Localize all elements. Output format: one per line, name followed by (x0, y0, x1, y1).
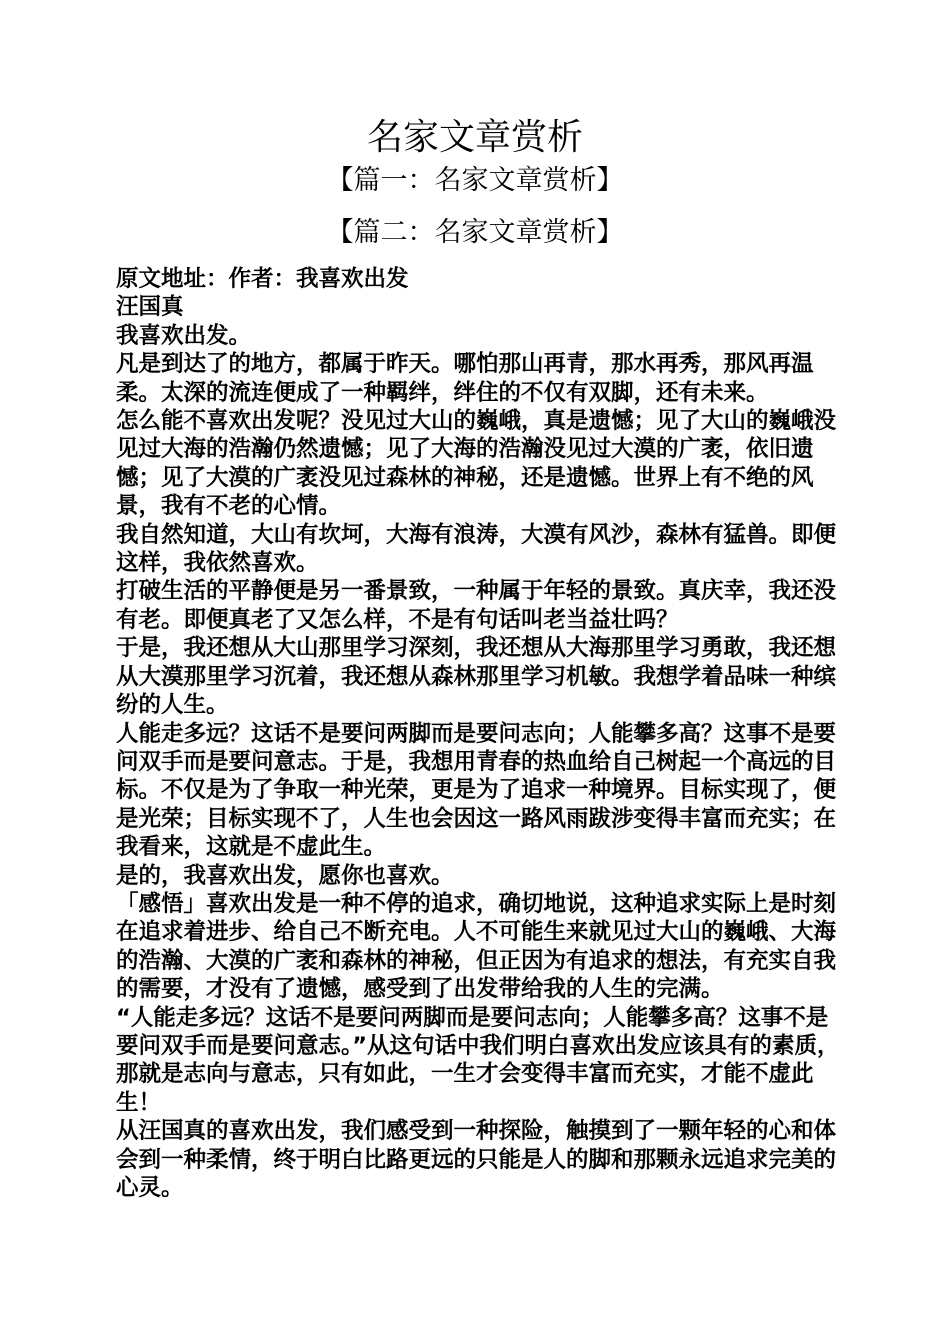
article-paragraph: 人能走多远？这话不是要问两脚而是要问志向；人能攀多高？这事不是要问双手而是要问意志。于是，我想用青春的热血给自己树起一个高远的目标。不仅是为了争取一种光荣，更是为了追求一种境界。目标实现了，便是光荣；目标实现不了，人生也会因这一路风雨跋涉变得丰富而充实；在我看来，这就是不虚此生。 (116, 720, 837, 861)
commentary-paragraph: 从汪国真的喜欢出发，我们感受到一种探险，触摸到了一颗年轻的心和体会到一种柔情，终于明白比路更远的只能是人的脚和那颗永远追求完美的心灵。 (116, 1118, 837, 1201)
article-paragraph: 我喜欢出发。 (116, 322, 252, 349)
article-paragraph: 于是，我还想从大山那里学习深刻，我还想从大海那里学习勇敢，我还想从大漠那里学习沉着，我还想从森林那里学习机敏。我想学着品味一种缤纷的人生。 (116, 635, 837, 719)
article-paragraph: 怎么能不喜欢出发呢？没见过大山的巍峨，真是遗憾；见了大山的巍峨没见过大海的浩瀚仍然遗憾；见了大海的浩瀚没见过大漠的广袤，依旧遗憾；见了大漠的广袤没见过森林的神秘，还是遗憾。世界上有不绝的风景，我有不老的心情。 (116, 408, 837, 520)
article-paragraph: 凡是到达了的地方，都属于昨天。哪怕那山再青，那水再秀，那风再温柔。太深的流连便成了一种羁绊，绊住的不仅有双脚，还有未来。 (116, 351, 814, 406)
article-paragraph: 是的，我喜欢出发，愿你也喜欢。 (116, 862, 454, 889)
commentary-paragraph: “人能走多远？这话不是要问两脚而是要问志向；人能攀多高？这事不是要问双手而是要问意志。”从这句话中我们明白喜欢出发应该具有的素质，那就是志向与意志，只有如此，一生才会变得丰富而充实，才能不虚此生！ (116, 1004, 840, 1116)
article-paragraph: 打破生活的平静便是另一番景致，一种属于年轻的景致。真庆幸，我还没有老。即便真老了又怎么样，不是有句话叫老当益壮吗？ (116, 578, 837, 633)
article-paragraph: 我自然知道，大山有坎坷，大海有浪涛，大漠有风沙，森林有猛兽。即便这样，我依然喜欢。 (116, 521, 837, 577)
subheading-part-one: 【篇一：名家文章赏析】 (326, 165, 624, 196)
article-body (116, 265, 844, 1202)
author-name: 汪国真 (116, 294, 184, 321)
document-title: 名家文章赏析 (366, 117, 583, 158)
subheading-part-two: 【篇二：名家文章赏析】 (326, 217, 624, 248)
source-line: 原文地址：作者：我喜欢出发 (116, 266, 409, 292)
commentary-paragraph: 「感悟」喜欢出发是一种不停的追求，确切地说，这种追求实际上是时刻在追求着进步、给自己不断充电。人不可能生来就见过大山的巍峨、大海的浩瀚、大漠的广袤和森林的神秘，但正因为有追求的想法，有充实自我的需要，才没有了遗憾，感受到了出发带给我的人生的完满。 (116, 890, 837, 1003)
